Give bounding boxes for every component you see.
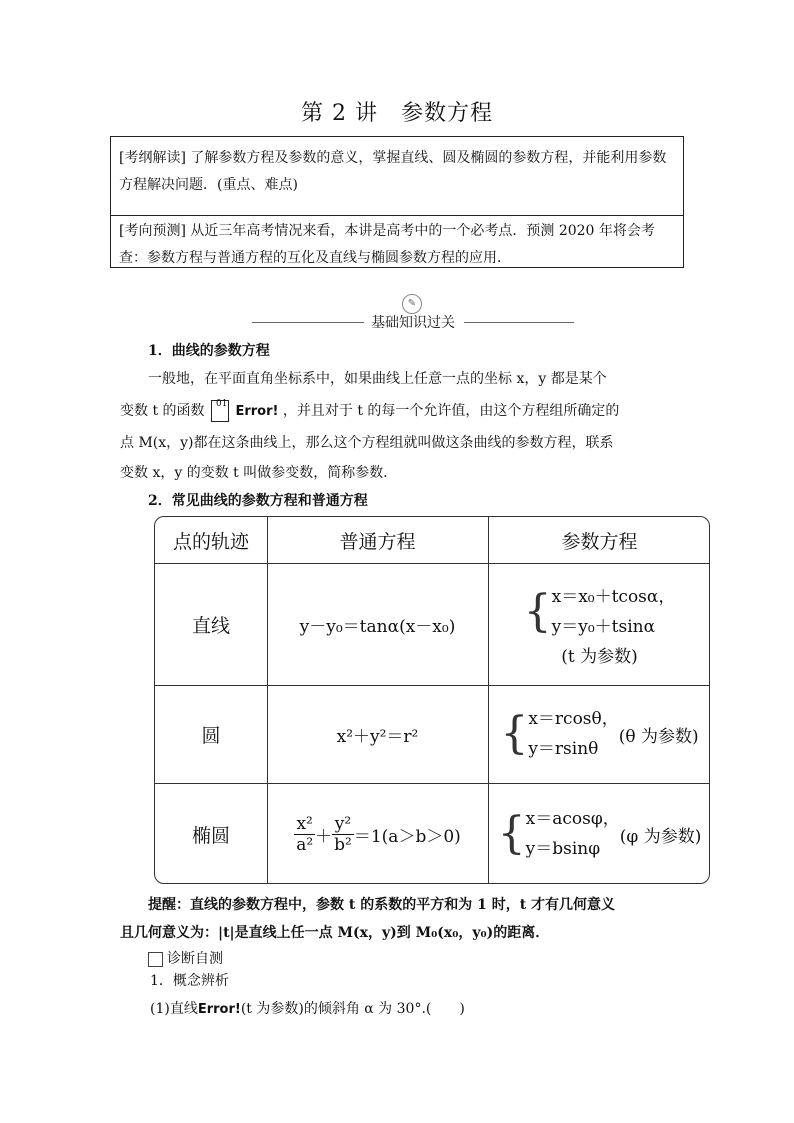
syllabus-text: 了解参数方程及参数的意义，掌握直线、圆及椭圆的参数方程，并能利用参数方程解决问题．(重点、难点): [119, 150, 667, 193]
param-line: x＝acosφ，: [525, 809, 620, 829]
diagnosis-title: 诊断自测: [167, 951, 223, 967]
para-line: 点 M(x，y)都在这条曲线上，那么这个方程组就叫做这条曲线的参数方程，联系: [120, 435, 614, 451]
denominator: a²: [296, 834, 314, 855]
numerator: y²: [332, 814, 354, 835]
numerator: x²: [294, 814, 315, 835]
para-line: 一般地，在平面直角坐标系中，如果曲线上任意一点的坐标 x，y 都是某个: [148, 371, 607, 387]
reminder-line: 且几何意义为：|t|是直线上任一点 M(x，y)到 M₀(x₀，y₀)的距离．: [120, 925, 550, 941]
param-note: (φ 为参数): [619, 826, 702, 847]
param-note: (θ 为参数): [618, 726, 699, 747]
section-header: [252, 294, 574, 334]
equation-tail: ＝1(a＞b＞0): [353, 826, 461, 847]
denominator: b²: [334, 834, 352, 855]
error-text: Error!: [235, 404, 279, 419]
param-line: x＝x₀＋tcosα，: [551, 586, 676, 607]
row-name-ellipse: 椭圆: [191, 824, 230, 847]
ellipse-ordinary-eq: [267, 783, 488, 884]
circle-param-eq: [488, 685, 710, 783]
forecast-tag: [考向预测]: [119, 223, 186, 239]
row-name-circle: 圆: [201, 724, 221, 747]
line-ordinary-eq: y－y₀＝tanα(x－x₀): [299, 616, 456, 637]
para-line: [120, 396, 680, 427]
param-line: y＝bsinφ: [525, 839, 601, 859]
header-ordinary: 普通方程: [339, 530, 416, 553]
circle-ordinary-eq: x²＋y²＝r²: [336, 726, 419, 747]
question-text: (1)直线: [150, 1001, 198, 1017]
param-lines: [526, 804, 620, 864]
param-note: (t 为参数): [561, 646, 638, 667]
param-lines: [528, 704, 618, 764]
ellipse-param-eq: [488, 783, 710, 884]
question-text: (t 为参数)的倾斜角 α 为 30°.( ): [240, 1001, 465, 1017]
blank-number: 01: [215, 399, 228, 409]
syllabus-row: [111, 145, 683, 199]
check-icon: [148, 952, 163, 967]
reminder-line: 提醒：直线的参数方程中，参数 t 的系数的平方和为 1 时，t 才有几何意义: [148, 897, 616, 913]
pencil-icon: ✎: [402, 294, 422, 314]
concept-heading: 1．概念辨析: [150, 973, 229, 989]
row-name-line: 直线: [191, 614, 230, 637]
brace-icon: {: [500, 708, 529, 759]
param-lines: [552, 582, 676, 642]
param-system: [524, 582, 676, 642]
plus-sign: ＋: [315, 826, 333, 847]
para-line: 变数 x，y 的变数 t 叫做参变数，简称参数．: [120, 465, 398, 481]
header-parametric: 参数方程: [561, 530, 638, 553]
blank-box: [211, 400, 229, 422]
heading-2: 2．常见曲线的参数方程和普通方程: [148, 493, 368, 509]
page-title: 第 2 讲 参数方程: [301, 101, 493, 126]
param-line: y＝y₀＋tsinα: [551, 616, 656, 637]
syllabus-box: [110, 136, 684, 268]
forecast-text: 从近三年高考情况来看，本讲是高考中的一个必考点．预测 2020 年将会考查：参数方程与普通方程的互化及直线与椭圆参数方程的应用．: [119, 223, 655, 266]
heading-1: 1．曲线的参数方程: [148, 343, 270, 359]
error-text: Error!: [197, 1002, 241, 1017]
para-text: ，并且对于 t 的每一个允许值，由这个方程组所确定的: [282, 403, 620, 419]
brace-icon: {: [497, 808, 526, 859]
para-text: 变数 t 的函数: [120, 403, 205, 419]
diagnosis-label: [148, 948, 223, 968]
syllabus-tag: [考纲解读]: [119, 150, 186, 166]
section-title: 基础知识过关: [371, 315, 455, 331]
param-line: y＝rsinθ: [528, 739, 599, 759]
question-1: [150, 994, 710, 1025]
forecast-row: [111, 215, 683, 272]
header-locus: 点的轨迹: [172, 530, 249, 553]
line-param-eq: [488, 563, 710, 685]
param-line: x＝rcosθ，: [528, 709, 619, 729]
brace-icon: {: [523, 585, 552, 637]
fraction: [294, 814, 315, 855]
equations-table: [154, 516, 710, 884]
fraction: [332, 814, 354, 855]
